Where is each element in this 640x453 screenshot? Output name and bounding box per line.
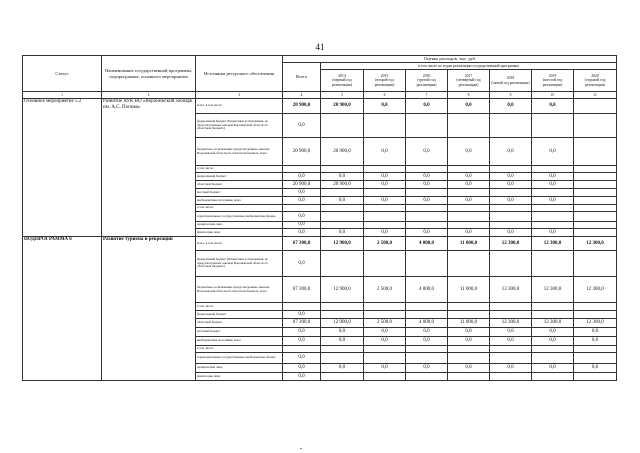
row-label: федеральный бюджет [196, 173, 283, 181]
year-value [321, 373, 364, 381]
row-label: физические лица [196, 229, 283, 237]
row-label: бюджетные ассигнования, предусмотренные законом Воронежской области об областном бюджете, всего [196, 138, 283, 166]
row-total [283, 166, 321, 173]
year-value [532, 353, 574, 364]
column-index: 4 [283, 92, 321, 99]
year-value [490, 166, 532, 173]
header-status: Статус [23, 56, 102, 92]
year-value [448, 346, 490, 353]
year-value: 12 300,0 [532, 237, 574, 251]
header-estimate: Оценка расходов, тыс. руб [283, 56, 617, 63]
row-label: в том числе: [196, 205, 283, 212]
year-value [532, 222, 574, 229]
year-value: 0,0 [490, 138, 532, 166]
year-value [574, 189, 617, 197]
year-value [406, 222, 448, 229]
year-value: 0,0 [490, 197, 532, 205]
year-value [532, 114, 574, 138]
year-value: 0,0 [364, 197, 406, 205]
year-value [532, 373, 574, 381]
year-label: 2019 [548, 73, 557, 78]
year-value [321, 303, 364, 311]
year-value [321, 212, 364, 222]
year-value: 12 300,0 [574, 277, 617, 303]
year-label: 2014 [338, 73, 346, 78]
year-value [490, 251, 532, 277]
year-value: 2 500,0 [364, 319, 406, 328]
year-value: 0,0 [448, 99, 490, 114]
row-total: 0,0 [283, 328, 321, 337]
year-value: 0,0 [532, 99, 574, 114]
year-value: 0,0 [448, 229, 490, 237]
header-year-2015 [364, 70, 406, 92]
year-value: 0,0 [406, 229, 448, 237]
year-value [364, 303, 406, 311]
header-year-2017 [448, 70, 490, 92]
year-value [574, 222, 617, 229]
year-value: 0,0 [490, 181, 532, 189]
column-index: 7 [406, 92, 448, 99]
row-label: юридические лица [196, 222, 283, 229]
year-value: 0,0 [321, 328, 364, 337]
block1-status: Основное мероприятие 5.2 [23, 99, 102, 237]
year-value [448, 303, 490, 311]
year-value: 0,0 [448, 173, 490, 181]
year-value [490, 311, 532, 319]
row-total [283, 303, 321, 311]
year-value: 12 900,0 [321, 237, 364, 251]
year-value [574, 173, 617, 181]
year-value [532, 212, 574, 222]
year-value [574, 251, 617, 277]
row-total: 67 300,0 [283, 319, 321, 328]
year-value: 0,0 [364, 328, 406, 337]
year-label: 2017 [464, 73, 473, 78]
year-value [574, 303, 617, 311]
row-total: 20 900,0 [283, 181, 321, 189]
year-value [532, 251, 574, 277]
row-label: внебюджетные источники, всего [196, 197, 283, 205]
year-value [574, 346, 617, 353]
year-value [490, 114, 532, 138]
row-label: областной бюджет [196, 319, 283, 328]
year-value: 0,0 [448, 181, 490, 189]
year-label: 2015 [380, 73, 389, 78]
year-value [574, 353, 617, 364]
year-value [321, 114, 364, 138]
row-total: 0,0 [283, 173, 321, 181]
row-total [283, 346, 321, 353]
year-value [448, 311, 490, 319]
year-value [364, 212, 406, 222]
header-name: Наименование государственной программы, подпрограммы, основного мероприятия [102, 56, 196, 92]
year-value: 0,0 [490, 99, 532, 114]
table-row [23, 237, 617, 251]
year-value [448, 212, 490, 222]
year-value [364, 222, 406, 229]
year-value: 0,0 [448, 328, 490, 337]
year-value: 0,0 [574, 328, 617, 337]
year-value: 0,0 [364, 138, 406, 166]
year-value [321, 166, 364, 173]
row-label: федеральный бюджет (Бюджетные ассигнования, не предусмотренные законом Воронежской области об областном бюджете) [196, 251, 283, 277]
year-value [574, 197, 617, 205]
year-value: 0,0 [574, 337, 617, 346]
year-value [490, 189, 532, 197]
year-value: 12 900,0 [321, 319, 364, 328]
year-value: 0,0 [406, 337, 448, 346]
year-value [574, 99, 617, 114]
row-total: 67 300,0 [283, 237, 321, 251]
year-value [364, 346, 406, 353]
year-value [574, 138, 617, 166]
block1-name: Развитие АУК ВО «Воронежский зоопарк им. А.С. Попова» [102, 99, 196, 237]
year-value: 0,0 [490, 337, 532, 346]
year-value [490, 212, 532, 222]
row-total: 0,0 [283, 229, 321, 237]
year-value [364, 251, 406, 277]
year-value [574, 205, 617, 212]
year-value: 0,0 [406, 138, 448, 166]
header-year-2019 [532, 70, 574, 92]
year-value [406, 166, 448, 173]
year-note: (пятый год реализации) [491, 80, 530, 85]
year-value [490, 222, 532, 229]
block2-name: Развитие туризма и рекреации [102, 237, 196, 381]
year-value: 0,0 [490, 229, 532, 237]
year-value: 0,0 [490, 364, 532, 373]
year-value: 0,0 [406, 328, 448, 337]
year-value: 20 900,0 [321, 138, 364, 166]
year-value: 0,0 [321, 364, 364, 373]
row-total: 0,0 [283, 114, 321, 138]
column-index: 2 [102, 92, 196, 99]
year-value [574, 229, 617, 237]
year-note: (шестой год реализации) [542, 78, 563, 87]
year-value: 12 300,0 [490, 277, 532, 303]
row-total: 0,0 [283, 337, 321, 346]
year-value [448, 222, 490, 229]
year-value [532, 311, 574, 319]
year-value [364, 353, 406, 364]
year-label: 2020 [591, 73, 599, 78]
column-index: 5 [321, 92, 364, 99]
year-value: 0,0 [448, 197, 490, 205]
year-value: 0,0 [364, 173, 406, 181]
year-value [406, 303, 448, 311]
table-row [23, 99, 617, 114]
year-value [321, 189, 364, 197]
row-label: в том числе: [196, 303, 283, 311]
year-value: 0,0 [532, 138, 574, 166]
year-value: 0,0 [321, 173, 364, 181]
header-year-2016 [406, 70, 448, 92]
row-total: 67 300,0 [283, 277, 321, 303]
row-label: внебюджетные источники, всего [196, 337, 283, 346]
year-value [321, 251, 364, 277]
year-value: 0,0 [532, 229, 574, 237]
year-value [406, 212, 448, 222]
year-value [532, 303, 574, 311]
year-value [364, 189, 406, 197]
column-index: 6 [364, 92, 406, 99]
year-value [448, 114, 490, 138]
year-value: 2 500,0 [364, 237, 406, 251]
row-total: 0,0 [283, 197, 321, 205]
year-value [532, 189, 574, 197]
year-value [490, 346, 532, 353]
year-value [448, 373, 490, 381]
year-value: 0,0 [321, 197, 364, 205]
year-value [574, 212, 617, 222]
year-value [364, 114, 406, 138]
year-value [364, 373, 406, 381]
row-label: местный бюджет [196, 189, 283, 197]
row-label: в том числе: [196, 166, 283, 173]
year-value [490, 303, 532, 311]
header-sources: Источники ресурсного обеспечения [196, 56, 283, 92]
year-value [406, 251, 448, 277]
year-value [406, 346, 448, 353]
year-value: 4 000,0 [406, 319, 448, 328]
year-value: 0,0 [532, 337, 574, 346]
column-index: 10 [532, 92, 574, 99]
row-label: федеральный бюджет [196, 311, 283, 319]
row-total: 0,0 [283, 251, 321, 277]
year-value: 12 300,0 [532, 319, 574, 328]
year-value [321, 353, 364, 364]
year-value: 0,0 [364, 99, 406, 114]
row-label: территориальные государственные внебюджетные фонды [196, 353, 283, 364]
row-total: 0,0 [283, 353, 321, 364]
year-value: 0,0 [532, 328, 574, 337]
year-label: 2016 [422, 73, 431, 78]
row-total: 0,0 [283, 364, 321, 373]
year-value: 11 000,0 [448, 319, 490, 328]
year-value: 0,0 [406, 173, 448, 181]
year-value: 0,0 [532, 364, 574, 373]
year-value [364, 205, 406, 212]
year-value: 4 000,0 [406, 277, 448, 303]
year-label: 2018 [506, 76, 515, 81]
scan-mark [300, 448, 302, 449]
year-value [364, 166, 406, 173]
year-value: 0,0 [406, 197, 448, 205]
year-value [448, 353, 490, 364]
year-value [406, 114, 448, 138]
row-total: 0,0 [283, 212, 321, 222]
row-label: областной бюджет [196, 181, 283, 189]
year-value: 0,0 [448, 364, 490, 373]
year-value: 0,0 [321, 229, 364, 237]
year-value: 12 300,0 [574, 237, 617, 251]
year-note: (четвертый год реализации) [456, 78, 481, 87]
row-label: физические лица [196, 373, 283, 381]
year-value [532, 166, 574, 173]
block2-status: ПОДПРОГРАММА 6 [23, 237, 102, 381]
row-label: территориальные государственные внебюджетные фонды [196, 212, 283, 222]
year-value: 11 000,0 [448, 237, 490, 251]
year-value [490, 373, 532, 381]
row-label: в том числе: [196, 346, 283, 353]
year-value: 2 500,0 [364, 277, 406, 303]
year-value [490, 205, 532, 212]
header-total: Всего [283, 63, 321, 92]
year-note: (третий год реализации) [416, 78, 437, 87]
year-value: 0,0 [490, 328, 532, 337]
row-total: 20 900,0 [283, 138, 321, 166]
row-label: федеральный бюджет (Бюджетные ассигнования, не предусмотренные законом Воронежской области об областном бюджете) [196, 114, 283, 138]
row-label: юридические лица [196, 364, 283, 373]
row-label: бюджетные ассигнования, предусмотренные законом Воронежской области об областном бюджете, всего [196, 277, 283, 303]
year-value: 0,0 [364, 181, 406, 189]
header-year-2020 [574, 70, 617, 92]
year-value [364, 311, 406, 319]
year-value: 0,0 [364, 364, 406, 373]
column-index: 9 [490, 92, 532, 99]
year-value [406, 353, 448, 364]
year-value [574, 311, 617, 319]
year-value: 0,0 [406, 364, 448, 373]
year-value: 4 000,0 [406, 237, 448, 251]
year-value [406, 373, 448, 381]
column-index: 11 [574, 92, 617, 99]
year-value: 0,0 [364, 229, 406, 237]
header-year-2014 [321, 70, 364, 92]
year-value: 12 300,0 [490, 237, 532, 251]
year-value [574, 166, 617, 173]
year-value [406, 205, 448, 212]
header-by-years: в том числе по годам реализации государственной программы [321, 63, 617, 70]
year-value: 0,0 [321, 337, 364, 346]
year-value: 0,0 [448, 337, 490, 346]
row-total: 0,0 [283, 311, 321, 319]
year-value [406, 189, 448, 197]
year-value: 20 900,0 [321, 99, 364, 114]
year-value: 0,0 [532, 173, 574, 181]
row-total: 20 900,0 [283, 99, 321, 114]
year-value: 0,0 [364, 337, 406, 346]
year-value: 20 900,0 [321, 181, 364, 189]
year-value: 0,0 [406, 99, 448, 114]
year-value: 0,0 [448, 138, 490, 166]
year-value: 0,0 [574, 364, 617, 373]
year-value: 0,0 [490, 173, 532, 181]
row-label: местный бюджет [196, 328, 283, 337]
year-value [321, 205, 364, 212]
year-value [448, 205, 490, 212]
column-index: 8 [448, 92, 490, 99]
year-value [532, 346, 574, 353]
year-value [448, 251, 490, 277]
year-value [448, 189, 490, 197]
year-value: 12 900,0 [321, 277, 364, 303]
year-value: 0,0 [406, 181, 448, 189]
row-total: 0,0 [283, 373, 321, 381]
year-value: 12 300,0 [574, 319, 617, 328]
year-note: (второй год реализации) [374, 78, 395, 87]
year-value: 12 300,0 [490, 319, 532, 328]
year-value [321, 222, 364, 229]
row-total [283, 205, 321, 212]
year-value [321, 311, 364, 319]
year-value: 0,0 [532, 197, 574, 205]
row-total: 0,0 [283, 222, 321, 229]
header-year-2018 [490, 70, 532, 92]
year-value [321, 346, 364, 353]
row-label: всего, в том числе: [196, 237, 283, 251]
year-value [406, 311, 448, 319]
page-number: 41 [315, 42, 325, 52]
year-value [574, 373, 617, 381]
year-value [448, 166, 490, 173]
column-index: 1 [23, 92, 102, 99]
year-value [574, 181, 617, 189]
year-value: 0,0 [532, 181, 574, 189]
year-note: (седьмой год реализации) [584, 78, 606, 87]
year-note: (первый год реализации) [332, 78, 352, 87]
year-value [490, 353, 532, 364]
year-value: 12 300,0 [532, 277, 574, 303]
year-value [532, 205, 574, 212]
year-value [574, 114, 617, 138]
budget-table [22, 55, 617, 381]
year-value: 11 000,0 [448, 277, 490, 303]
row-label: всего, в том числе: [196, 99, 283, 114]
column-index: 3 [196, 92, 283, 99]
row-total: 0,0 [283, 189, 321, 197]
